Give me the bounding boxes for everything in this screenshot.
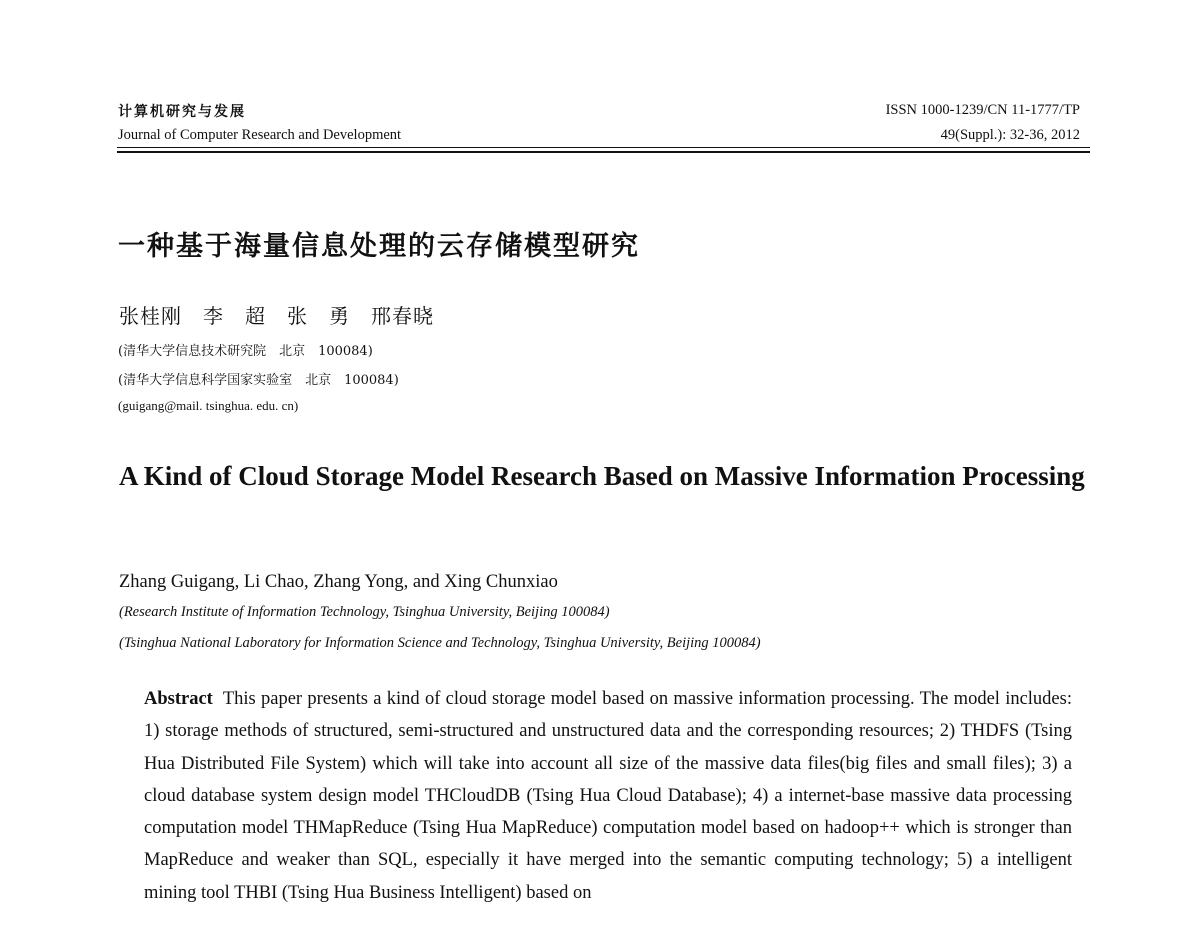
title-cn: 一种基于海量信息处理的云存储模型研究: [118, 231, 640, 262]
authors-en: Zhang Guigang, Li Chao, Zhang Yong, and Xing Chunxiao: [119, 572, 558, 592]
header-rule: [117, 147, 1090, 148]
title-en: A Kind of Cloud Storage Model Research Based on Massive Information Processing: [119, 461, 1085, 491]
affiliation-en-2: (Tsinghua National Laboratory for Information Science and Technology, Tsinghua University, Beijing 100084): [119, 635, 761, 651]
abstract-text: This paper presents a kind of cloud storage model based on massive information processing. The model includes: 1) storage methods of structured, semi-structured and unstructured data and the corresponding resources; 2) THDFS (Tsing Hua Distributed File System) which will take into account all size of the massive data files(big files and small files); 3) a cloud database system design model THCloudDB (Tsing Hua Cloud Database); 4) a internet-base massive data processing computation model THMapReduce (Tsing Hua MapReduce) computation model based on hadoop++ which is stronger than MapReduce and weaker than SQL, especially it have merged into the semantic computing technology; 5) a intelligent mining tool THBI (Tsing Hua Business Intelligent) based on: [144, 689, 1072, 903]
affiliation-cn-1: (清华大学信息技术研究院 北京 100084): [118, 344, 373, 359]
journal-name-en: Journal of Computer Research and Development: [118, 127, 402, 143]
header-rule-thick: [117, 151, 1090, 153]
affiliation-cn-2: (清华大学信息科学国家实验室 北京 100084): [118, 373, 399, 388]
journal-name-cn: 计算机研究与发展: [118, 104, 246, 120]
author-email: (guigang@mail. tsinghua. edu. cn): [118, 398, 299, 413]
volume-pages: 49(Suppl.): 32-36, 2012: [940, 127, 1080, 143]
affiliation-en-1: (Research Institute of Information Technology, Tsinghua University, Beijing 100084): [119, 604, 610, 620]
authors-cn: 张桂刚 李 超 张 勇 邢春晓: [119, 304, 434, 328]
abstract-label: Abstract: [144, 689, 213, 709]
abstract: [144, 683, 1072, 909]
issn: ISSN 1000-1239/CN 11-1777/TP: [885, 102, 1080, 118]
